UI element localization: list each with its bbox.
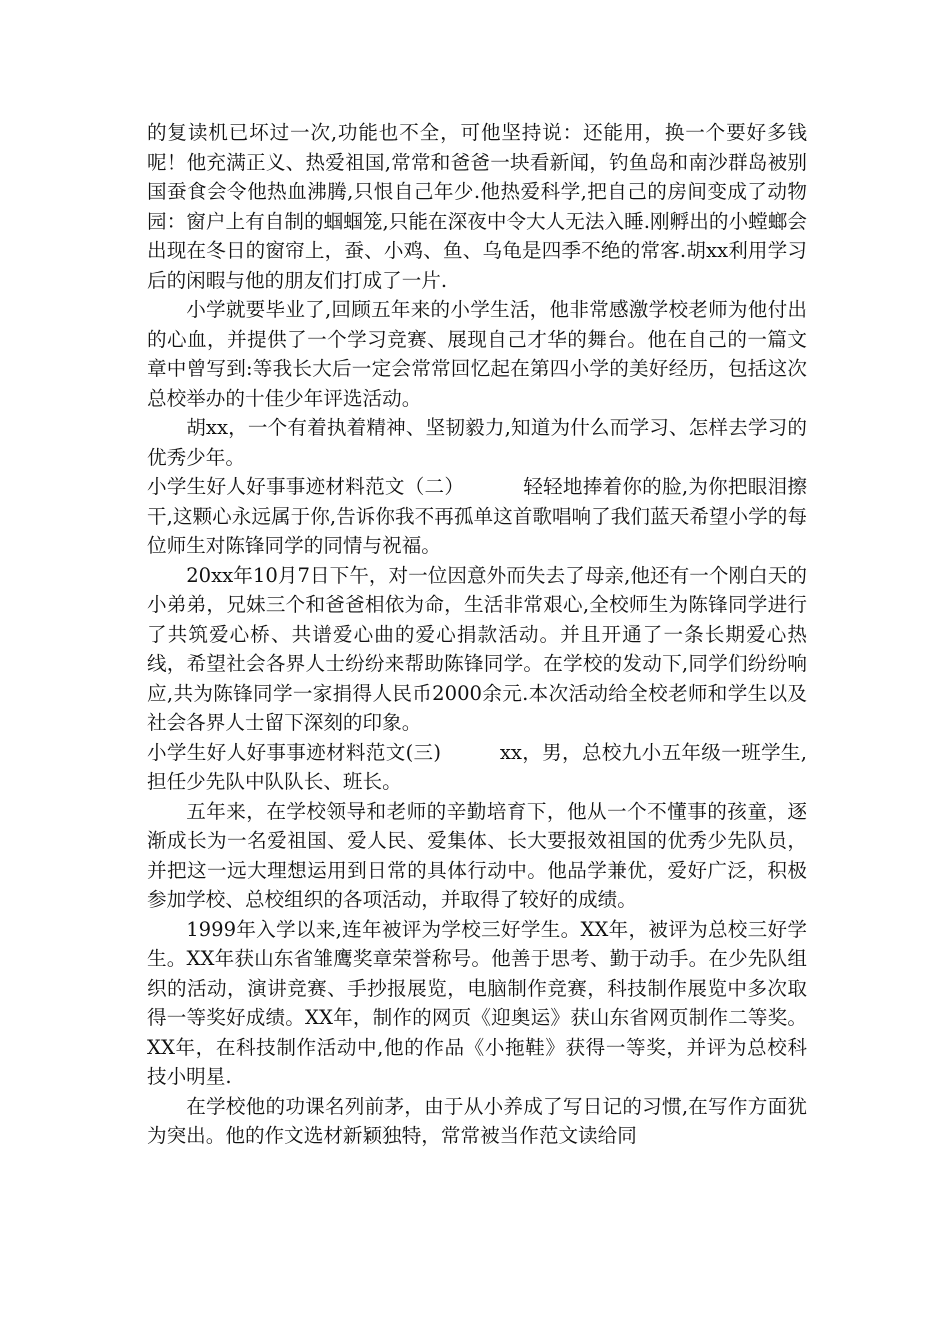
section-heading-2: 小学生好人好事事迹材料范文（二） [147, 475, 465, 498]
paragraph-8: 1999年入学以来,连年被评为学校三好学生。XX年，被评为总校三好学生。XX年获山东省雏鹰奖章荣誉称号。他善于思考、勤于动手。在少先队组织的活动，演讲竞赛、手抄报展览，电脑制作竞赛，科技制作展览中多次取得一等奖好成绩。XX年，制作的网页《迎奥运》获山东省网页制作二等奖。XX年，在科技制作活动中,他的作品《小拖鞋》获得一等奖，并评为总校科技小明星. [147, 917, 807, 1088]
paragraph-3: 胡xx，一个有着执着精神、坚韧毅力,知道为什么而学习、怎样去学习的优秀少年。 [147, 416, 807, 469]
paragraph-4 [147, 472, 807, 561]
paragraph-4-body: 轻轻地捧着你的脸,为你把眼泪擦干,这颗心永远属于你,告诉你我不再孤单这首歌唱响了我们蓝天希望小学的每位师生对陈锋同学的同情与祝福。 [147, 475, 808, 557]
paragraph-6-body: xx，男，总校九小五年级一班学生,担任少先队中队队长、班长。 [147, 740, 807, 793]
paragraph-2: 小学就要毕业了,回顾五年来的小学生活，他非常感激学校老师为他付出的心血，并提供了一个学习竞赛、展现自己才华的舞台。他在自己的一篇文章中曾写到:等我长大后一定会常常回忆起在第四小学的美好经历，包括这次总校举办的十佳少年评选活动。 [147, 298, 807, 410]
document-page [147, 118, 807, 1151]
paragraph-7: 五年来，在学校领导和老师的辛勤培育下，他从一个不懂事的孩童，逐渐成长为一名爱祖国、爱人民、爱集体、长大要报效祖国的优秀少先队员，并把这一远大理想运用到日常的具体行动中。他品学兼优，爱好广泛，积极参加学校、总校组织的各项活动，并取得了较好的成绩。 [147, 799, 807, 911]
paragraph-9: 在学校他的功课名列前茅，由于从小养成了写日记的习惯,在写作方面犹为突出。他的作文选材新颖独特，常常被当作范文读给同 [147, 1094, 807, 1147]
paragraph-5: 20xx年10月7日下午，对一位因意外而失去了母亲,他还有一个刚白天的小弟弟，兄妹三个和爸爸相依为命，生活非常艰心,全校师生为陈锋同学进行了共筑爱心桥、共谱爱心曲的爱心捐款活动。并且开通了一条长期爱心热线，希望社会各界人士纷纷来帮助陈锋同学。在学校的发动下,同学们纷纷响应,共为陈锋同学一家捐得人民币2000余元.本次活动给全校老师和学生以及社会各界人士留下深刻的印象。 [147, 563, 807, 734]
section-heading-3: 小学生好人好事事迹材料范文(三) [147, 740, 442, 764]
paragraph-1: 的复读机已坏过一次,功能也不全，可他坚持说：还能用，换一个要好多钱呢！他充满正义、热爱祖国,常常和爸爸一块看新闻，钓鱼岛和南沙群岛被别国蚕食会令他热血沸腾,只恨自己年少.他热爱科学,把自己的房间变成了动物园：窗户上有自制的蝈蝈笼,只能在深夜中令大人无法入睡.刚孵出的小螳螂会出现在冬日的窗帘上，蚕、小鸡、鱼、乌龟是四季不绝的常客.胡xx利用学习后的闲暇与他的朋友们打成了一片. [147, 121, 807, 292]
paragraph-6 [147, 738, 807, 797]
